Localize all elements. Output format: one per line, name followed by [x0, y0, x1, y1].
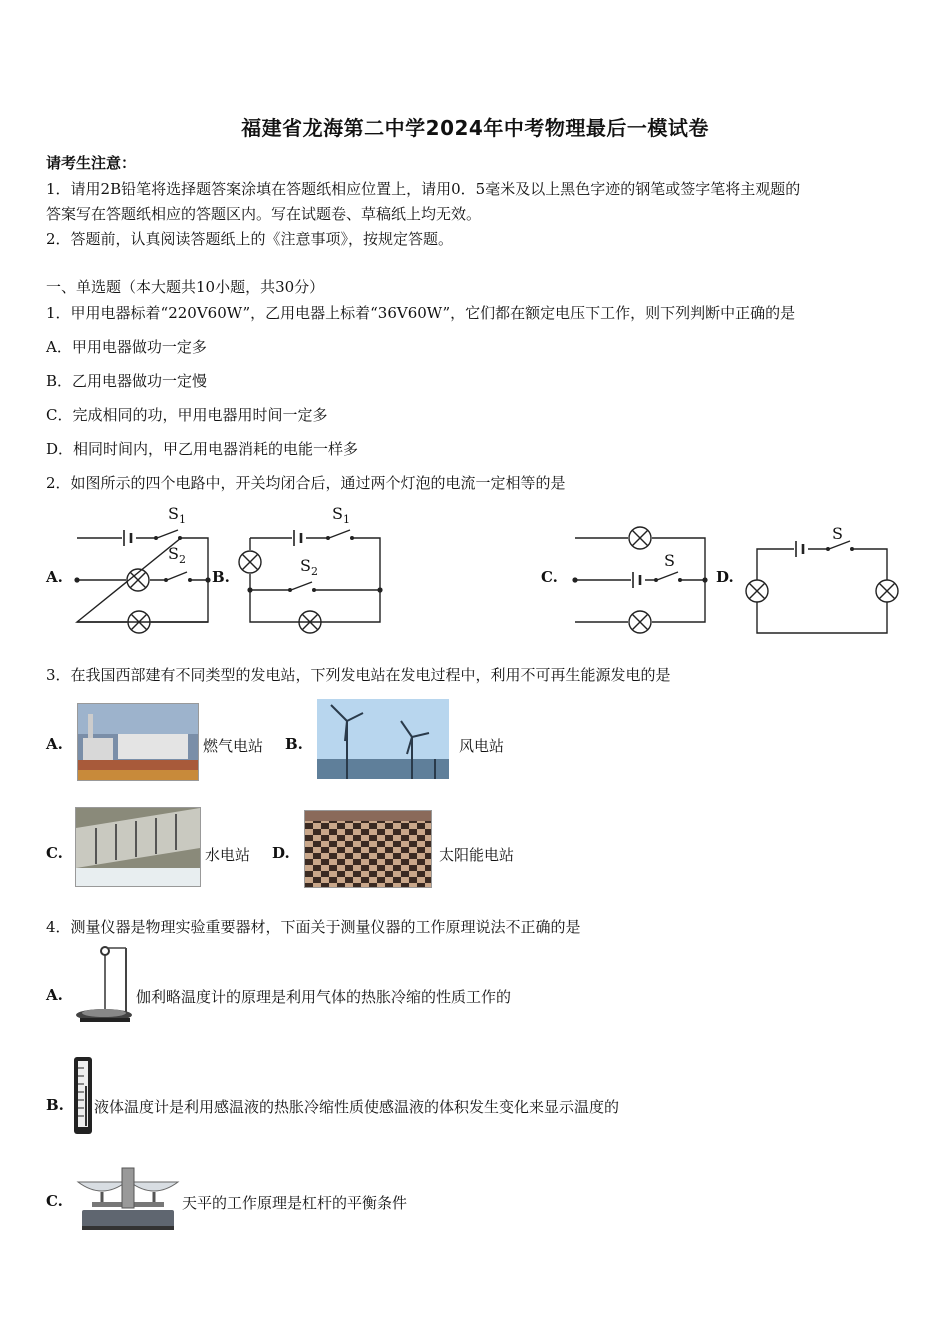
circuit-a-s1-label: $S_1$ — [168, 504, 186, 527]
page-title: 福建省龙海第二中学2024年中考物理最后一模试卷 — [241, 116, 709, 140]
hydro-power-station-image — [75, 807, 201, 887]
q1-stem: 1．甲用电器标着“220V60W”，乙用电器上标着“36V60W”，它们都在额定电压下工作，则下列判断中正确的是 — [46, 304, 796, 322]
liquid-thermometer-image — [72, 1056, 94, 1136]
q4-letter-b: B. — [46, 1096, 64, 1114]
balance-scale-image — [74, 1164, 182, 1234]
notice-line-1a: 1．请用2B铅笔将选择题答案涂填在答题纸相应位置上，请用0．5毫米及以上黑色字迹的钢笔或签字笔将主观题的 — [46, 180, 801, 198]
notice-line-2: 2．答题前，认真阅读答题纸上的《注意事项》，按规定答题。 — [46, 230, 454, 248]
circuit-a-s2-label: $S_2$ — [168, 544, 186, 567]
solar-power-station-image — [304, 810, 432, 888]
q3-option-a: 燃气电站 — [203, 737, 264, 755]
circuit-d-s-label: S — [832, 524, 843, 543]
q2-label-b: B. — [212, 568, 230, 586]
q3-option-d: 太阳能电站 — [439, 846, 515, 864]
wind-power-station-image — [317, 699, 449, 779]
q4-letter-c: C. — [46, 1192, 63, 1210]
q2-label-c: C. — [541, 568, 558, 586]
galileo-thermometer-image — [74, 944, 136, 1026]
circuit-b-s1-label: $S_1$ — [332, 504, 350, 527]
q1-option-a: A．甲用电器做功一定多 — [46, 338, 207, 356]
q3-stem: 3．在我国西部建有不同类型的发电站，下列发电站在发电过程中，利用不可再生能源发电的是 — [46, 666, 671, 684]
section-heading: 一、单选题（本大题共10小题，共30分） — [46, 278, 325, 296]
notice-heading: 请考生注意： — [46, 154, 137, 172]
q3-letter-d: D. — [272, 844, 290, 862]
q4-letter-a: A. — [46, 986, 63, 1004]
q2-label-a: A. — [46, 568, 63, 586]
q4-option-a: 伽利略温度计的原理是利用气体的热胀冷缩的性质工作的 — [136, 988, 512, 1006]
circuit-b-s2-label: $S_2$ — [300, 556, 318, 579]
q3-letter-a: A. — [46, 735, 63, 753]
q1-option-b: B．乙用电器做功一定慢 — [46, 372, 208, 390]
q3-letter-b: B. — [285, 735, 303, 753]
notice-line-1b: 答案写在答题纸相应的答题区内。写在试题卷、草稿纸上均无效。 — [46, 205, 482, 223]
q4-option-c: 天平的工作原理是杠杆的平衡条件 — [182, 1194, 408, 1212]
gas-power-station-image — [77, 703, 199, 781]
q2-stem: 2．如图所示的四个电路中，开关均闭合后，通过两个灯泡的电流一定相等的是 — [46, 474, 566, 492]
q3-letter-c: C. — [46, 844, 63, 862]
circuit-c-s-label: S — [664, 551, 675, 570]
q1-option-c: C．完成相同的功，甲用电器用时间一定多 — [46, 406, 328, 424]
q4-stem: 4．测量仪器是物理实验重要器材，下面关于测量仪器的工作原理说法不正确的是 — [46, 918, 581, 936]
q1-option-d: D．相同时间内，甲乙用电器消耗的电能一样多 — [46, 440, 359, 458]
q3-option-b: 风电站 — [459, 737, 505, 755]
q4-option-b: 液体温度计是利用感温液的热胀冷缩性质使感温液的体积发生变化来显示温度的 — [94, 1098, 620, 1116]
q3-option-c: 水电站 — [205, 846, 251, 864]
q2-label-d: D. — [716, 568, 734, 586]
